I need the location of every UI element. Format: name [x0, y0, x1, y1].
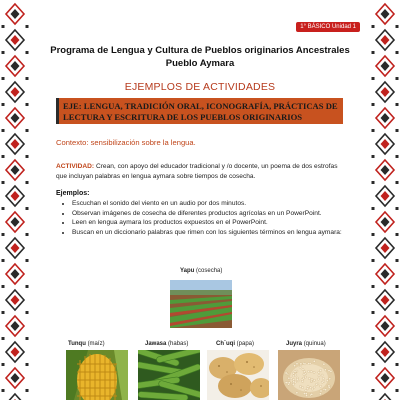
context-line: Contexto: sensibilización sobre la lengua. [56, 138, 196, 147]
caption-word: Yapu [180, 268, 195, 274]
aymara-pattern-left [0, 0, 30, 400]
decorative-border-right [370, 0, 400, 400]
eje-text: EJE: LENGUA, TRADICIÓN ORAL, ICONOGRAFÍA, PRÁCTICAS DE LECTURA Y ESCRITURA DE LOS PUEBLOS ORIGINARIOS [63, 101, 338, 122]
list-item: • Observan imágenes de cosecha de diferentes productos agrícolas en un PowerPoint. [72, 209, 362, 219]
examples-title: Ejemplos: [56, 190, 90, 197]
caption-word: Jawasa [145, 341, 167, 347]
activity-text: Crean, con apoyo del educador tradicional y /o docente, un poema de dos estrofas que incluyan palabras en lengua aymara sobre tiempos de cosecha. [56, 163, 338, 180]
field-image [170, 280, 232, 328]
caption-gloss: (habas) [168, 341, 189, 347]
unit-badge: 1° BÁSICO Unidad 1 [296, 22, 360, 32]
caption-gloss: (maíz) [87, 341, 105, 347]
caption-tunqu [68, 341, 105, 347]
section-title: EJEMPLOS DE ACTIVIDADES [124, 81, 276, 93]
caption-yapu [180, 268, 222, 274]
eje-banner [56, 98, 343, 124]
caption-gloss: (cosecha) [196, 268, 223, 274]
aymara-pattern-right [370, 0, 400, 400]
program-title-line1: Programa de Lengua y Cultura de Pueblos originarios Ancestrales [50, 45, 350, 56]
activity-block [56, 162, 346, 181]
list-item: • Leen en lengua aymara los productos expuestos en el PowerPoint. [72, 218, 362, 228]
decorative-border-left [0, 0, 30, 400]
list-item: • Escuchan el sonido del viento en un audio por dos minutos. [72, 199, 362, 209]
caption-juyra [286, 341, 326, 347]
caption-word: Juyra [286, 341, 303, 347]
potatoes-image [207, 350, 269, 400]
quinoa-image [278, 350, 340, 400]
beans-image [138, 350, 200, 400]
caption-gloss: (papa) [236, 341, 255, 347]
activity-label: ACTIVIDAD: [56, 163, 95, 170]
caption-chuqi [216, 341, 254, 347]
caption-word: Ch´uqi [216, 341, 235, 347]
caption-word: Tunqu [68, 341, 86, 347]
caption-jawasa [145, 341, 188, 347]
program-title [40, 44, 360, 70]
program-title-line2: Pueblo Aymara [165, 58, 235, 69]
list-item: • Buscan en un diccionario palabras que rimen con los siguientes términos en lengua aymara: [72, 228, 362, 238]
corn-image [66, 350, 128, 400]
caption-gloss: (quinua) [303, 341, 326, 347]
examples-list [56, 199, 362, 237]
